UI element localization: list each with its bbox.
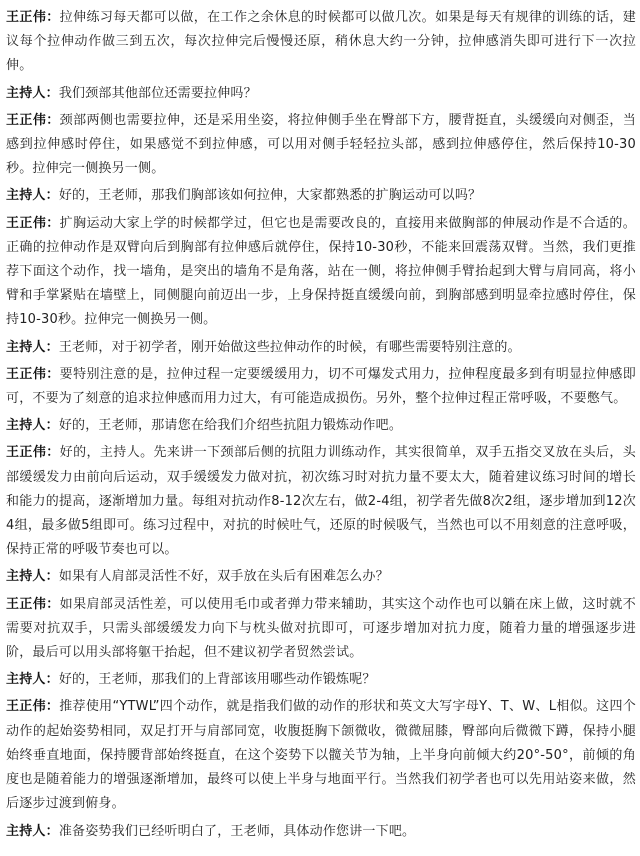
dialogue-paragraph (6, 109, 636, 182)
speaker-separator: ： (45, 188, 59, 204)
paragraph-text: 要特别注意的是，拉伸过程一定要缓缓用力，切不可爆发式用力，拉伸程度最多到有明显拉伸感即可，不要为了刻意的追求拉伸感而用力过大，有可能造成损伤。另外，整个拉伸过程正常呼吸，不要憋气。 (6, 366, 637, 407)
speaker-separator: ： (45, 85, 59, 101)
speaker-separator: ： (46, 112, 60, 128)
dialogue-paragraph (6, 184, 636, 208)
speaker-separator: ： (46, 10, 60, 25)
dialogue-paragraph (6, 6, 636, 79)
speaker-separator: ： (46, 215, 60, 231)
dialogue-paragraph (6, 565, 636, 589)
speaker-separator: ： (46, 596, 60, 612)
speaker-label: 主持人 (6, 823, 46, 839)
paragraph-text: 王老师，对于初学者，刚开始做这些拉伸动作的时候，有哪些需要特别注意的。 (58, 339, 521, 355)
speaker-label: 王正伟 (6, 445, 47, 461)
dialogue-paragraph (6, 593, 636, 666)
paragraph-text: 我们颈部其他部位还需要拉伸吗？ (58, 85, 257, 101)
paragraph-text: 推荐使用“YTWL”四个动作，就是指我们做的动作的形状和英文大写字母Y、T、W、L相似。这四个动作的起始姿势相同，双足打开与肩部同宽，收腹挺胸下颌微收，微微屈膝，臀部向后微微下蹲，保持小腿始终垂直地面，保持腰背部始终挺直，在这个姿势下以髋关节为轴，上半身向前倾大约20°-50°，前倾的角度也是随着能力的增强逐渐增加，最终可以使上半身与地面平行。当然我们初学者也可以先用站姿来做，然后逐步过渡到俯身。 (6, 699, 636, 812)
speaker-separator: ： (45, 339, 59, 355)
speaker-separator: ： (45, 569, 59, 585)
paragraph-text: 好的，王老师，那我们的上背部该用哪些动作锻炼呢？ (58, 672, 376, 688)
speaker-label: 主持人 (6, 85, 46, 101)
dialogue-paragraph (6, 695, 636, 816)
dialogue-paragraph (6, 336, 636, 360)
speaker-separator: ： (45, 699, 60, 715)
paragraph-text: 颈部两侧也需要拉伸，还是采用坐姿，将拉伸侧手坐在臀部下方，腰背挺直，头缓缓向对侧歪，当感到拉伸感时停住，如果感觉不到拉伸感，可以用对侧手轻轻拉头部，感到拉伸感停住，然后保持10-30秒。拉伸完一侧换另一侧。 (6, 112, 637, 177)
paragraph-text: 准备姿势我们已经听明白了，王老师，具体动作您讲一下吧。 (58, 823, 416, 839)
speaker-label: 主持人 (6, 418, 46, 434)
paragraph-text: 好的，王老师，那我们胸部该如何拉伸，大家都熟悉的扩胸运动可以吗？ (58, 188, 482, 204)
paragraph-text: 拉伸练习每天都可以做，在工作之余休息的时候都可以做几次。如果是每天有规律的训练的话，建议每个拉伸动作做三到五次，每次拉伸完后慢慢还原，稍休息大约一分钟，拉伸感消失即可进行下一次拉伸。 (6, 10, 637, 74)
speaker-label: 王正伟 (6, 215, 47, 231)
paragraph-text: 好的，主持人。先来讲一下颈部后侧的抗阻力训练动作，其实很简单，双手五指交叉放在头后，头部缓缓发力由前向后运动，双手缓缓发力做对抗，初次练习时对抗力量不要太大，随着建议练习时间的增长和能力的提高，逐渐增加力量。每组对抗动作8-12次左右，做2-4组，初学者先做8次2组，逐步增加到12次4组，最多做5组即可。练习过程中，对抗的时候吐气，还原的时候吸气，当然也可以不用刻意的注意呼吸，保持正常的呼吸节奏也可以。 (6, 445, 637, 558)
speaker-separator: ： (45, 823, 59, 839)
paragraph-text: 好的，王老师，那请您在给我们介绍些抗阻力锻炼动作吧。 (58, 418, 403, 434)
speaker-label: 王正伟 (6, 10, 47, 25)
dialogue-paragraph (6, 668, 636, 692)
speaker-separator: ： (46, 366, 60, 382)
dialogue-paragraph (6, 363, 636, 411)
speaker-label: 主持人 (6, 569, 46, 585)
paragraph-text: 如果有人肩部灵活性不好，双手放在头后有困难怎么办？ (58, 569, 389, 585)
speaker-label: 王正伟 (6, 596, 47, 612)
dialogue-paragraph (6, 441, 636, 562)
speaker-label: 王正伟 (6, 699, 46, 715)
paragraph-text: 扩胸运动大家上学的时候都学过，但它也是需要改良的，直接用来做胸部的伸展动作是不合适的。正确的拉伸动作是双臂向后到胸部有拉伸感后就停住，保持10-30秒，不能来回震荡双臂。当然，我们更推荐下面这个动作，找一墙角，是突出的墙角不是角落，站在一侧，将拉伸侧手臂抬起到大臂与肩同高，将小臂和手掌紧贴在墙壁上，同侧腿向前迈出一步，上身保持挺直缓缓向前，到胸部感到明显牵拉感时停住，保持10-30秒。拉伸完一侧换另一侧。 (6, 215, 637, 328)
dialogue-paragraph (6, 820, 636, 844)
dialogue-paragraph (6, 82, 636, 106)
speaker-label: 王正伟 (6, 112, 47, 128)
speaker-separator: ： (45, 418, 59, 434)
dialogue-paragraph (6, 414, 636, 438)
speaker-separator: ： (46, 445, 60, 461)
speaker-label: 主持人 (6, 672, 46, 688)
speaker-separator: ： (45, 672, 59, 688)
speaker-label: 主持人 (6, 188, 46, 204)
dialogue-paragraph (6, 212, 636, 333)
speaker-label: 王正伟 (6, 366, 47, 382)
paragraph-text: 如果肩部灵活性差，可以使用毛巾或者弹力带来辅助，其实这个动作也可以躺在床上做，这时就不需要对抗双手，只需头部缓缓发力向下与枕头做对抗即可，可逐步增加对抗力度，随着力量的增强逐步进阶，最后可以用头部将躯干抬起，但不建议初学者贸然尝试。 (6, 596, 637, 661)
speaker-label: 主持人 (6, 339, 46, 355)
